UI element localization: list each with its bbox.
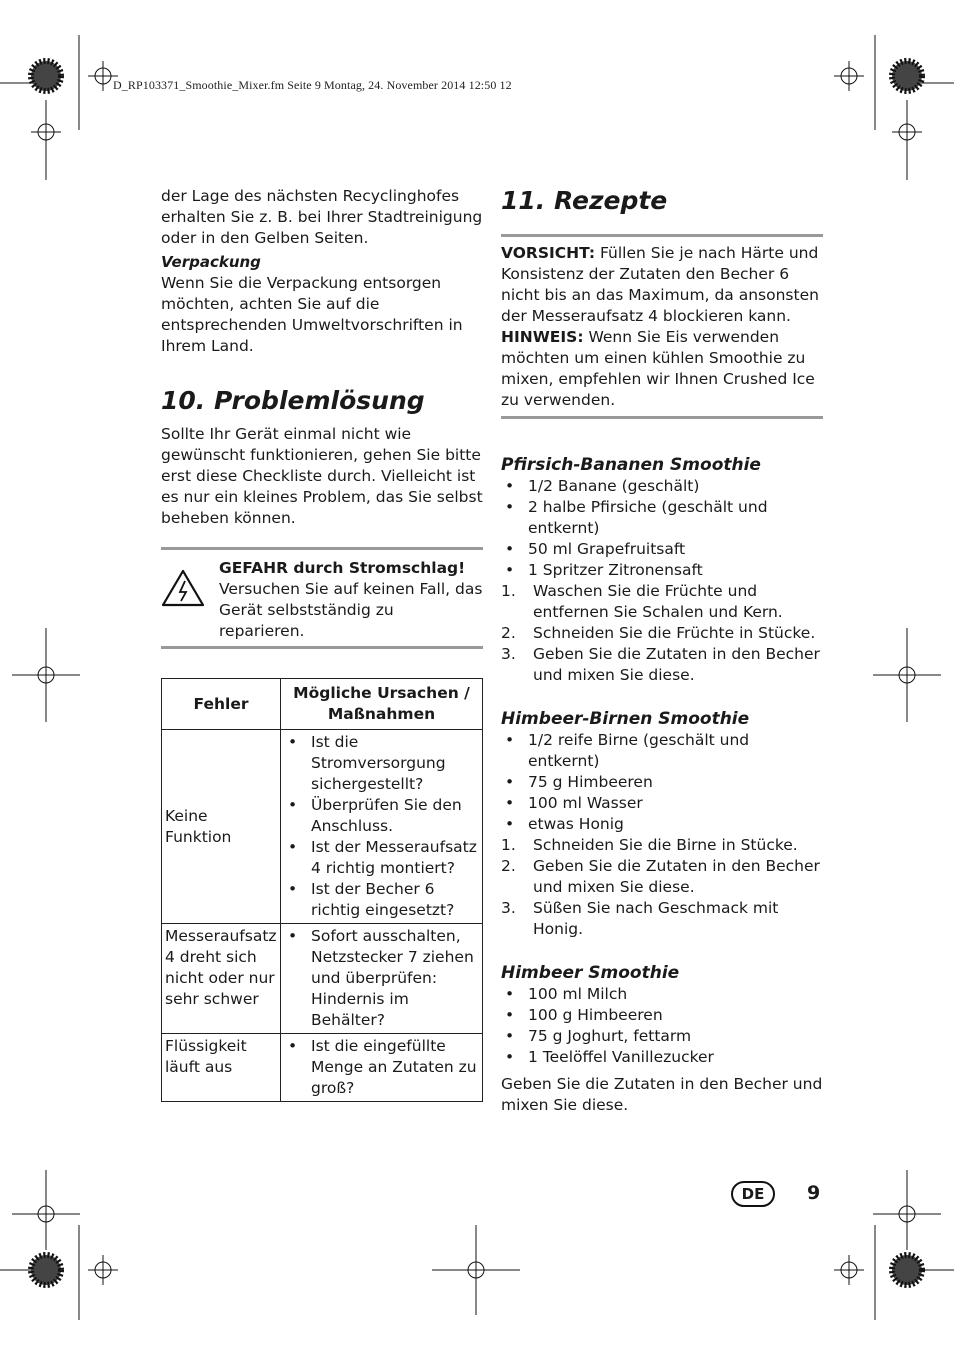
causes-cell [281,1034,483,1102]
list-item: • Ist der Becher 6 richtig eingesetzt? [284,879,479,921]
recipe-title: Himbeer Smoothie [501,963,680,983]
caution-label: VORSICHT: [501,244,596,262]
step-item: 3. Geben Sie die Zutaten in den Becher und mixen Sie diese. [501,645,820,684]
caution-paragraph [501,243,823,327]
table-row [162,1034,483,1102]
packaging-title: Verpackung [161,253,261,271]
troubleshooting-table [161,678,483,1102]
list-item: • Ist der Messeraufsatz 4 richtig montiert? [284,837,479,879]
ingredient-item: • 100 g Himbeeren [501,1005,823,1026]
step-item: 1. Schneiden Sie die Birne in Stücke. [501,836,798,854]
ingredient-item: • 75 g Himbeeren [501,772,823,793]
right-column [501,186,823,1116]
header-causes: Mögliche Ursachen / Maßnahmen [281,679,483,730]
page-number: 9 [807,1182,821,1204]
print-header: D_RP103371_Smoothie_Mixer.fm Seite 9 Montag, 24. November 2014 12:50 12 [113,78,512,92]
list-item: • Sofort ausschalten, Netzstecker 7 ziehen und überprüfen: Hindernis im Behälter? [284,926,479,1031]
warning-text: Versuchen Sie auf keinen Fall, das Gerät selbstständig zu reparieren. [219,580,483,640]
step-item: 2. Geben Sie die Zutaten in den Becher und mixen Sie diese. [501,857,820,896]
recipe [501,708,823,940]
recipe-title: Himbeer-Birnen Smoothie [501,709,750,729]
hint-paragraph [501,327,823,411]
step-item: 2. Schneiden Sie die Früchte in Stücke. [501,624,816,642]
header-fault: Fehler [162,679,281,730]
ingredient-item: • etwas Honig [501,814,823,835]
recipe-note: Geben Sie die Zutaten in den Becher und mixen Sie diese. [501,1075,823,1114]
language-badge: DE [731,1181,775,1207]
fault-cell: Keine Funktion [162,730,281,924]
ingredient-item: • 1 Teelöffel Vanillezucker [501,1047,823,1068]
causes-cell [281,924,483,1034]
warning-icon [161,558,219,642]
ingredient-item: • 50 ml Grapefruitsaft [501,539,823,560]
left-column [161,186,483,1102]
table-row [162,924,483,1034]
fault-cell: Messeraufsatz 4 dreht sich nicht oder nur sehr schwer [162,924,281,1034]
table-row [162,730,483,924]
ingredient-item: • 2 halbe Pfirsiche (geschält und entkernt) [501,497,823,539]
table-header-row [162,679,483,730]
ingredient-item: • 1 Spritzer Zitronensaft [501,560,823,581]
step-item: 3. Süßen Sie nach Geschmack mit Honig. [501,899,779,938]
list-item: • Ist die eingefüllte Menge an Zutaten zu groß? [284,1036,479,1099]
section-title-recipes: 11. Rezepte [501,186,668,215]
packaging-text: Wenn Sie die Verpackung entsorgen möchten, achten Sie auf die entsprechenden Umweltvorschriften in Ihrem Land. [161,274,463,355]
ingredient-item: • 100 ml Milch [501,984,823,1005]
section-title-troubleshooting: 10. Problemlösung [161,386,425,415]
warning-title: GEFAHR durch Stromschlag! [219,559,466,577]
list-item: • Überprüfen Sie den Anschluss. [284,795,479,837]
recipe [501,962,823,1116]
ingredient-item: • 100 ml Wasser [501,793,823,814]
ingredient-item: • 1/2 reife Birne (geschält und entkernt) [501,730,823,772]
recipe-title: Pfirsich-Bananen Smoothie [501,455,761,475]
warning-box [161,547,483,649]
caution-text: Füllen Sie je nach Härte und Konsistenz der Zutaten den Becher 6 nicht bis an das Maximum, da ansonsten der Messeraufsatz 4 blockieren kann. [501,244,819,325]
ingredient-item: • 75 g Joghurt, fettarm [501,1026,823,1047]
fault-cell: Flüssigkeit läuft aus [162,1034,281,1102]
troubleshooting-text: Sollte Ihr Gerät einmal nicht wie gewünscht funktionieren, gehen Sie bitte erst diese Checkliste durch. Vielleicht ist es nur ein kleines Problem, das Sie selbst beheben können. [161,425,483,527]
recipe [501,454,823,686]
intro-text: der Lage des nächsten Recyclinghofes erhalten Sie z. B. bei Ihrer Stadtreinigung oder in den Gelben Seiten. [161,187,483,247]
hint-text: Wenn Sie Eis verwenden möchten um einen kühlen Smoothie zu mixen, empfehlen wir Ihnen Crushed Ice zu verwenden. [501,328,815,409]
caution-box [501,234,823,419]
causes-cell [281,730,483,924]
step-item: 1. Waschen Sie die Früchte und entfernen Sie Schalen und Kern. [501,582,783,621]
ingredient-item: • 1/2 Banane (geschält) [501,476,823,497]
hint-label: HINWEIS: [501,328,584,346]
list-item: • Ist die Stromversorgung sichergestellt? [284,732,479,795]
